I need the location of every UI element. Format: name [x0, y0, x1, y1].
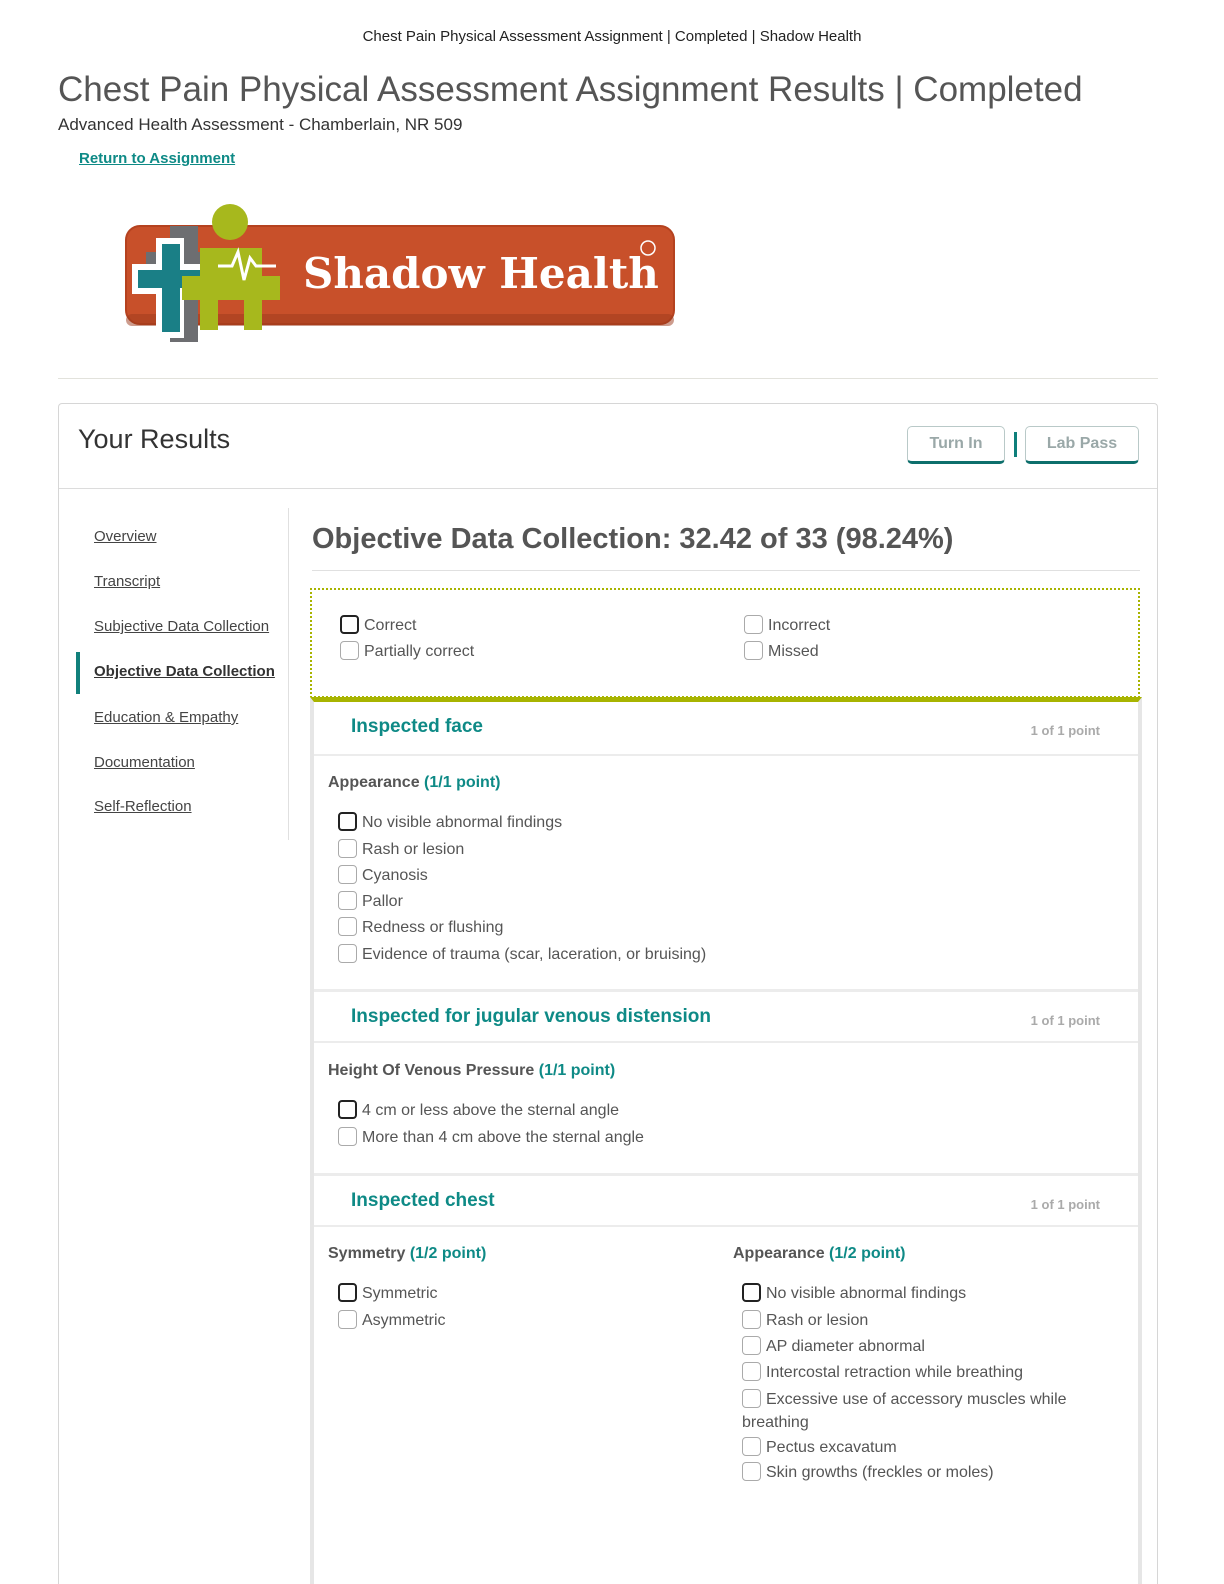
nav-education-empathy[interactable]: Education & Empathy	[94, 709, 239, 726]
answer-option: More than 4 cm above the sternal angle	[338, 1127, 644, 1147]
checkbox-icon	[742, 1283, 761, 1302]
answer-option: Pectus excavatum	[742, 1437, 897, 1457]
checkbox-icon	[338, 891, 357, 910]
checkbox-icon	[340, 641, 359, 660]
answer-option: Excessive use of accessory muscles while breathing	[742, 1391, 1067, 1431]
checkbox-icon	[742, 1310, 761, 1329]
checkbox-icon	[340, 615, 359, 634]
checkbox-icon	[338, 1100, 357, 1119]
answer-option: AP diameter abnormal	[742, 1336, 925, 1356]
section-points: 1 of 1 point	[1030, 723, 1100, 738]
legend-correct: Correct	[340, 615, 416, 635]
section-header-inspected-face	[314, 702, 1138, 756]
nav-transcript[interactable]: Transcript	[94, 573, 161, 590]
answer-option: Intercostal retraction while breathing	[742, 1362, 1023, 1382]
section-title: Inspected face	[351, 716, 483, 737]
question-label: Height Of Venous Pressure (1/1 point)	[328, 1062, 616, 1079]
section-points: 1 of 1 point	[1030, 1013, 1100, 1028]
answer-option: No visible abnormal findings	[742, 1283, 966, 1303]
section-title: Inspected chest	[351, 1190, 495, 1211]
answer-option: Cyanosis	[338, 865, 428, 885]
results-card	[58, 403, 1158, 1584]
answer-option: Rash or lesion	[742, 1310, 868, 1330]
checkbox-icon	[338, 1310, 357, 1329]
answer-legend	[310, 588, 1140, 698]
checkbox-icon	[742, 1336, 761, 1355]
nav-documentation[interactable]: Documentation	[94, 754, 195, 771]
lab-pass-button[interactable]: Lab Pass	[1025, 426, 1139, 464]
section-header-inspected-chest	[314, 1173, 1138, 1227]
title-divider	[312, 570, 1140, 571]
active-nav-indicator	[76, 652, 80, 694]
answer-option: Evidence of trauma (scar, laceration, or bruising)	[338, 944, 706, 964]
page-subtitle: Advanced Health Assessment - Chamberlain, NR 509	[58, 115, 463, 134]
page-title: Chest Pain Physical Assessment Assignment Results | Completed	[58, 70, 1083, 109]
section-points: 1 of 1 point	[1030, 1197, 1100, 1212]
answer-option: Symmetric	[338, 1283, 438, 1303]
nav-subjective-data-collection[interactable]: Subjective Data Collection	[94, 618, 270, 635]
answer-option: Redness or flushing	[338, 917, 503, 937]
legend-missed: Missed	[744, 641, 819, 661]
section-score-title: Objective Data Collection: 32.42 of 33 (98.24%)	[312, 523, 954, 555]
answer-option: No visible abnormal findings	[338, 812, 562, 832]
nav-overview[interactable]: Overview	[94, 528, 157, 545]
checkbox-icon	[742, 1362, 761, 1381]
shadow-health-logo	[118, 196, 678, 346]
checkbox-icon	[742, 1462, 761, 1481]
checkbox-icon	[338, 812, 357, 831]
checkbox-icon	[338, 839, 357, 858]
nav-self-reflection[interactable]: Self-Reflection	[94, 798, 192, 815]
answer-option: Skin growths (freckles or moles)	[742, 1462, 994, 1482]
section-header-jugular-venous-distension	[314, 989, 1138, 1043]
section-title: Inspected for jugular venous distension	[351, 1006, 711, 1027]
legend-incorrect: Incorrect	[744, 615, 830, 635]
checkbox-icon	[742, 1437, 761, 1456]
answer-option: Rash or lesion	[338, 839, 464, 859]
header-divider	[58, 378, 1158, 379]
checkbox-icon	[338, 917, 357, 936]
answer-option: 4 cm or less above the sternal angle	[338, 1100, 619, 1120]
results-card-header	[59, 404, 1157, 489]
document-header: Chest Pain Physical Assessment Assignment | Completed | Shadow Health	[362, 28, 862, 45]
answer-option: Pallor	[338, 891, 403, 911]
checkbox-icon	[338, 865, 357, 884]
nav-objective-data-collection[interactable]: Objective Data Collection	[94, 663, 275, 680]
checkbox-icon	[742, 1389, 761, 1408]
results-sidebar-nav	[59, 508, 289, 840]
objective-results-list	[310, 697, 1142, 1584]
turn-in-button[interactable]: Turn In	[907, 426, 1005, 464]
question-label: Symmetry (1/2 point)	[328, 1245, 487, 1262]
results-title: Your Results	[78, 424, 231, 454]
button-separator	[1014, 432, 1017, 457]
answer-option: Asymmetric	[338, 1310, 446, 1330]
checkbox-icon	[744, 641, 763, 660]
return-to-assignment-link[interactable]: Return to Assignment	[79, 150, 236, 167]
question-label: Appearance (1/2 point)	[733, 1245, 906, 1262]
checkbox-icon	[338, 1283, 357, 1302]
checkbox-icon	[338, 944, 357, 963]
logo-wordmark: Shadow Health	[303, 249, 659, 298]
checkbox-icon	[744, 615, 763, 634]
question-label: Appearance (1/1 point)	[328, 774, 501, 791]
checkbox-icon	[338, 1127, 357, 1146]
legend-partially-correct: Partially correct	[340, 641, 474, 661]
